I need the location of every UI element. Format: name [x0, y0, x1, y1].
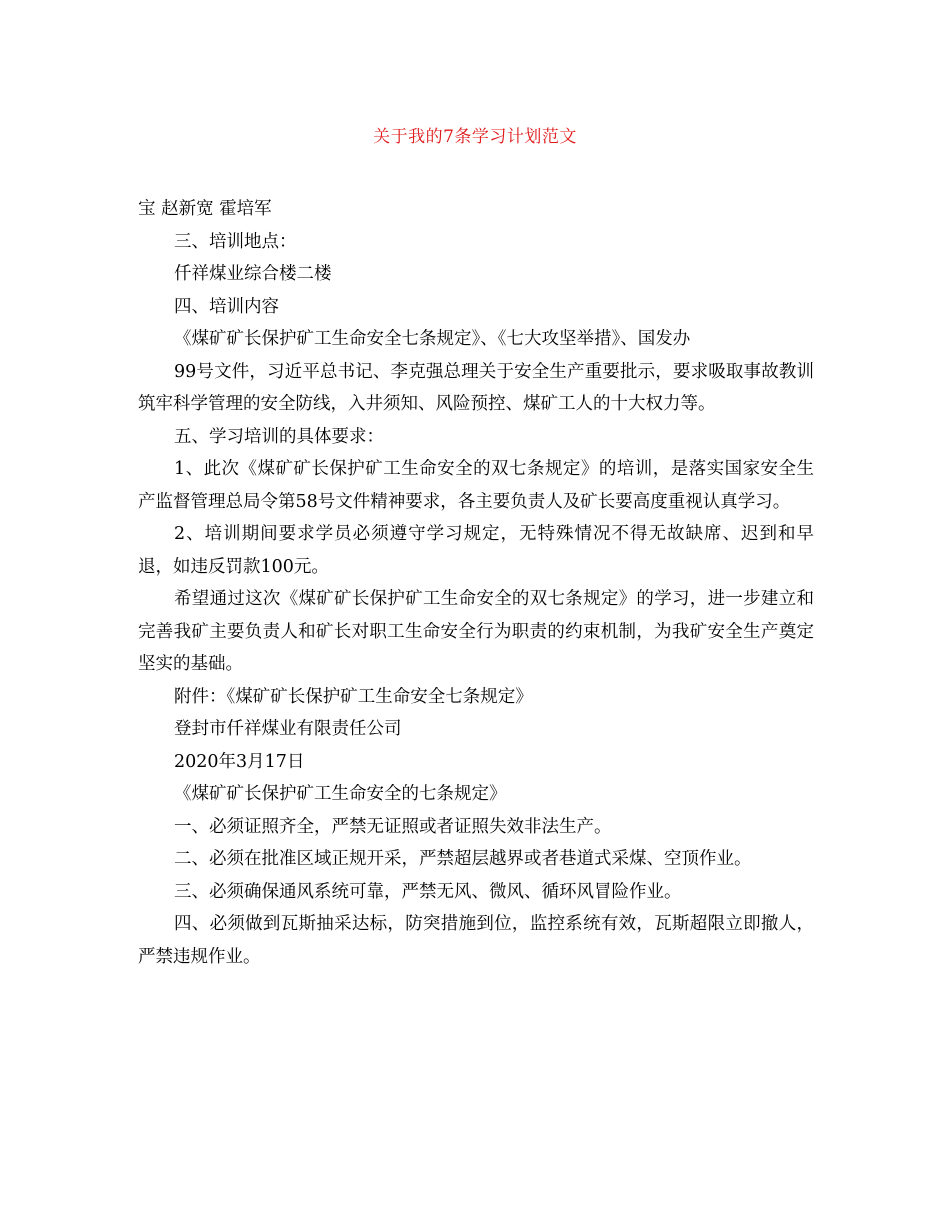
document-body: [138, 193, 814, 973]
paragraph: 希望通过这次《煤矿矿长保护矿工生命安全的双七条规定》的学习，进一步建立和完善我矿主要负责人和矿长对职工生命安全行为职责的约束机制，为我矿安全生产奠定坚实的基础。: [138, 589, 814, 674]
paragraph: 99号文件，习近平总书记、李克强总理关于安全生产重要批示，要求吸取事故教训筑牢科学管理的安全防线，入井须知、风险预控、煤矿工人的十大权力等。: [138, 361, 814, 414]
paragraph: 四、培训内容: [174, 296, 279, 317]
paragraph: 《煤矿矿长保护矿工生命安全七条规定》、《七大攻坚举措》、国发办: [174, 329, 691, 349]
paragraph: 2020年3月17日: [174, 751, 305, 772]
paragraph: 宝 赵新宽 霍培军: [138, 199, 272, 219]
paragraph: 四、必须做到瓦斯抽采达标，防突措施到位，监控系统有效，瓦斯超限立即撤人，严禁违规作业。: [138, 914, 814, 967]
paragraph: 三、必须确保通风系统可靠，严禁无风、微风、循环风冒险作业。: [174, 881, 682, 902]
paragraph: 仟祥煤业综合楼二楼: [174, 264, 332, 284]
paragraph: 1、此次《煤矿矿长保护矿工生命安全的双七条规定》的培训，是落实国家安全生产监督管理总局令第58号文件精神要求，各主要负责人及矿长要高度重视认真学习。: [138, 459, 814, 512]
document-title: 关于我的7条学习计划范文: [373, 127, 577, 147]
paragraph: 《煤矿矿长保护矿工生命安全的七条规定》: [174, 784, 507, 804]
paragraph: 三、培训地点：: [174, 231, 297, 252]
paragraph: 五、学习培训的具体要求：: [174, 426, 384, 447]
paragraph: 二、必须在批准区域正规开采，严禁超层越界或者巷道式采煤、空顶作业。: [174, 849, 752, 869]
paragraph: 一、必须证照齐全，严禁无证照或者证照失效非法生产。: [174, 816, 612, 837]
paragraph: 登封市仟祥煤业有限责任公司: [174, 719, 402, 739]
paragraph: 2、培训期间要求学员必须遵守学习规定，无特殊情况不得无故缺席、迟到和早退，如违反罚款100元。: [138, 524, 814, 577]
paragraph: 附件：《煤矿矿长保护矿工生命安全七条规定》: [174, 686, 533, 707]
